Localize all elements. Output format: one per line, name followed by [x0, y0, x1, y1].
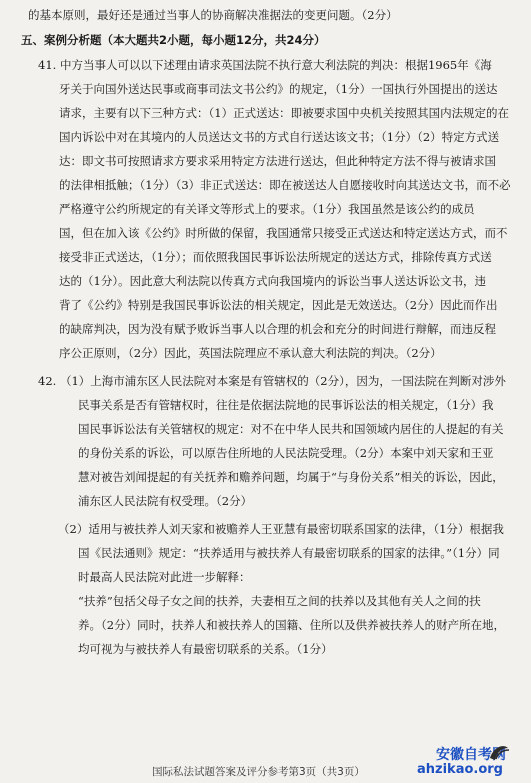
watermark-url: ahzikao.org [417, 762, 503, 777]
text-line: 浦东区人民法院有权受理。（2分） [78, 494, 253, 508]
page-footer: 国际私法试题答案及评分参考第3页（共3页） [152, 766, 365, 778]
text-line: 养。（2分）同时，扶养人和被扶养人的国籍、住所以及供养被扶养人的财产所在地， [78, 618, 506, 632]
text-line: 达的（1分）。因此意大利法院以传真方式向我国境内的诉讼当事人送达诉讼文书，违 [59, 274, 487, 288]
text-line: （2）适用与被扶养人刘天家和被赡养人王亚慧有最密切联系国家的法律，（1分）根据我 [58, 522, 504, 536]
text-line: 时最高人民法院对此进一步解释： [78, 570, 251, 584]
text-line: 的身份关系的诉讼，可以原告住所地的人民法院受理。（2分）本案中刘天家和王亚 [78, 446, 494, 460]
text-line: 民事关系是否有管辖权时，往往是依据法院地的民事诉讼法的相关规定，（1分）我 [78, 398, 494, 412]
text-line: 国《民法通则》规定：“扶养适用与被扶养人有最密切联系的国家的法律。”（1分）同 [78, 546, 500, 560]
text-line: 42. （1）上海市浦东区人民法院对本案是有管辖权的（2分），因为，一国法院在判断对涉外 [38, 374, 506, 388]
text-line: 背了《公约》特别是我国民事诉讼法的相关规定，因此是无效送达。（2分）因此而作出 [59, 298, 498, 312]
section-heading: 五、案例分析题（本大题共2小题，每小题12分，共24分） [21, 33, 326, 47]
text-line: 的缺席判决，因为没有赋予败诉当事人以合理的机会和充分的时间进行辩解，而违反程 [59, 322, 496, 336]
text-line: 慧对被告刘闻提起的有关抚养和赡养问题，均属于“与身份关系”相关的诉讼，因此， [78, 470, 504, 484]
text-line: 41. 中方当事人可以以下述理由请求英国法院不执行意大利法院的判决：根据1965年《海 [38, 58, 492, 72]
text-line: 国民事诉讼法有关管辖权的规定：对不在中华人民共和国领域内居住的人提起的有关 [78, 422, 504, 436]
watermark-logo-icon [488, 742, 510, 762]
text-line: “扶养”包括父母子女之间的扶养，夫妻相互之间的扶养以及其他有关人之间的扶 [78, 594, 481, 608]
text-line: 请求，主要有以下三种方式：（1）正式送达：即被要求国中央机关按照其国内法规定的在 [59, 106, 510, 120]
text-line: 牙关于向国外送达民事或商事司法文书公约》的规定，（1分）一国执行外国提出的送达 [59, 82, 498, 96]
text-line: 的基本原则，最好还是通过当事人的协商解决准据法的变更问题。（2分） [28, 8, 398, 22]
text-line: 国内诉讼中对在其境内的人员送达文书的方式自行送达该文书；（1分）（2）特定方式送 [59, 130, 500, 144]
text-line: 接受非正式送达，（1分）；而依照我国民事诉讼法所规定的送达方式，排除传真方式送 [59, 250, 492, 264]
text-line: 的法律相抵触；（1分）（3）非正式送达：即在被送达人自愿接收时向其送达文书，而不必 [59, 178, 511, 192]
text-line: 严格遵守公约所规定的有关译文等形式上的要求。（1分）我国虽然是该公约的成员 [59, 202, 475, 216]
text-line: 均可视为与被扶养人有最密切联系的关系。（1分） [78, 642, 333, 656]
text-line: 达：即文书可按照请求方要求采用特定方法进行送达，但此种特定方法不得与被请求国 [59, 154, 496, 168]
watermark-brand: 安徽自考网 [436, 747, 506, 763]
text-line: 国，但在加入该《公约》时所做的保留，我国通常只接受正式送达和特定送达方式，而不 [59, 226, 508, 240]
text-line: 序公正原则，（2分）因此，英国法院理应不承认意大利法院的判决。（2分） [59, 346, 442, 360]
